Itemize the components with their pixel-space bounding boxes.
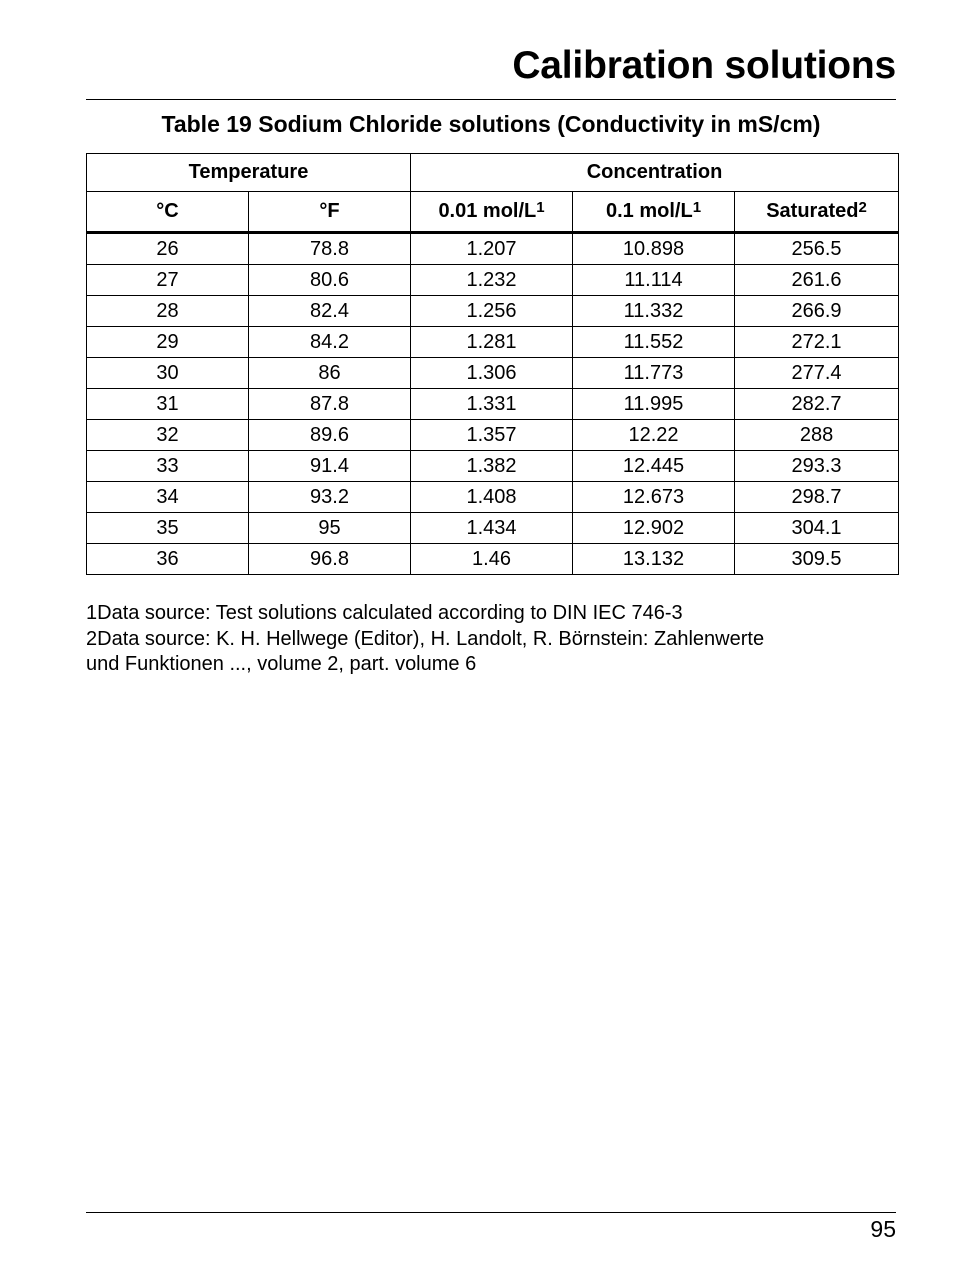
table-cell: 1.331 (411, 389, 573, 420)
table-cell: 12.673 (573, 482, 735, 513)
table-cell: 89.6 (249, 420, 411, 451)
footnote-2-line-2: und Funktionen ..., volume 2, part. volume 6 (86, 653, 477, 675)
table-cell: 33 (87, 451, 249, 482)
table-body (87, 233, 899, 575)
table-cell: 12.22 (573, 420, 735, 451)
table-cell: 1.46 (411, 544, 573, 575)
footnote-1: 1Data source: Test solutions calculated according to DIN IEC 746-3 (86, 602, 683, 624)
table-cell: 30 (87, 358, 249, 389)
c001-label: 0.01 mol/L (438, 200, 537, 222)
table-cell: 31 (87, 389, 249, 420)
footnote-ref: 2 (858, 199, 867, 216)
table-cell: 36 (87, 544, 249, 575)
saturated-column-header (735, 192, 899, 233)
table-cell: 84.2 (249, 327, 411, 358)
c01-column-header (573, 192, 735, 233)
footnote-ref: 1 (692, 199, 702, 216)
table-cell: 11.552 (573, 327, 735, 358)
table-cell: 1.357 (411, 420, 573, 451)
table-row (87, 233, 899, 265)
table-cell: 1.256 (411, 296, 573, 327)
fahrenheit-label: °F (319, 200, 340, 222)
c01-label: 0.1 mol/L (605, 200, 693, 222)
table-cell: 266.9 (735, 296, 899, 327)
table-cell: 13.132 (573, 544, 735, 575)
table-cell: 80.6 (249, 265, 411, 296)
table-row (87, 513, 899, 544)
table-cell: 91.4 (249, 451, 411, 482)
table-cell: 93.2 (249, 482, 411, 513)
table-cell: 1.434 (411, 513, 573, 544)
table-cell: 1.306 (411, 358, 573, 389)
table-cell: 298.7 (735, 482, 899, 513)
page-title: Calibration solutions (512, 44, 896, 87)
header-rule (86, 99, 896, 100)
table-cell: 11.114 (573, 265, 735, 296)
table-cell: 29 (87, 327, 249, 358)
footnote-2-line-1: 2Data source: K. H. Hellwege (Editor), H. Landolt, R. Börnstein: Zahlenwerte (86, 627, 765, 650)
table-cell: 309.5 (735, 544, 899, 575)
table-cell: 11.995 (573, 389, 735, 420)
celsius-label: °C (156, 200, 179, 222)
table-cell: 78.8 (249, 233, 411, 265)
table-cell: 82.4 (249, 296, 411, 327)
fahrenheit-column-header (249, 192, 411, 233)
table-cell: 11.773 (573, 358, 735, 389)
table-row (87, 358, 899, 389)
table-cell: 26 (87, 233, 249, 265)
table-cell: 12.902 (573, 513, 735, 544)
table-row (87, 265, 899, 296)
footnote-ref: 1 (536, 199, 545, 216)
temperature-group-header: Temperature (87, 154, 411, 192)
saturated-label: Saturated (766, 200, 859, 222)
page-number: 95 (870, 1216, 896, 1242)
table-row (87, 420, 899, 451)
table-cell: 11.332 (573, 296, 735, 327)
table-cell: 1.232 (411, 265, 573, 296)
concentration-group-header: Concentration (411, 154, 899, 192)
table-cell: 288 (735, 420, 899, 451)
table-row (87, 327, 899, 358)
table-cell: 1.382 (411, 451, 573, 482)
table-cell: 10.898 (573, 233, 735, 265)
table-cell: 304.1 (735, 513, 899, 544)
table-cell: 272.1 (735, 327, 899, 358)
table-cell: 96.8 (249, 544, 411, 575)
celsius-column-header (87, 192, 249, 233)
table-cell: 95 (249, 513, 411, 544)
table-row (87, 544, 899, 575)
footnotes (86, 601, 896, 678)
table-cell: 27 (87, 265, 249, 296)
table-cell: 1.408 (411, 482, 573, 513)
table-cell: 28 (87, 296, 249, 327)
table-cell: 261.6 (735, 265, 899, 296)
c001-column-header (411, 192, 573, 233)
footer-rule (86, 1212, 896, 1213)
table-cell: 1.207 (411, 233, 573, 265)
table-cell: 12.445 (573, 451, 735, 482)
table-cell: 282.7 (735, 389, 899, 420)
table-caption: Table 19 Sodium Chloride solutions (Conductivity in mS/cm) (161, 111, 821, 137)
table-cell: 35 (87, 513, 249, 544)
table-cell: 293.3 (735, 451, 899, 482)
table-cell: 87.8 (249, 389, 411, 420)
table-row (87, 296, 899, 327)
table-row (87, 482, 899, 513)
table-cell: 277.4 (735, 358, 899, 389)
table-cell: 86 (249, 358, 411, 389)
table-cell: 34 (87, 482, 249, 513)
conductivity-table (86, 153, 899, 575)
table-cell: 32 (87, 420, 249, 451)
table-cell: 256.5 (735, 233, 899, 265)
table-cell: 1.281 (411, 327, 573, 358)
table-row (87, 389, 899, 420)
table-row (87, 451, 899, 482)
